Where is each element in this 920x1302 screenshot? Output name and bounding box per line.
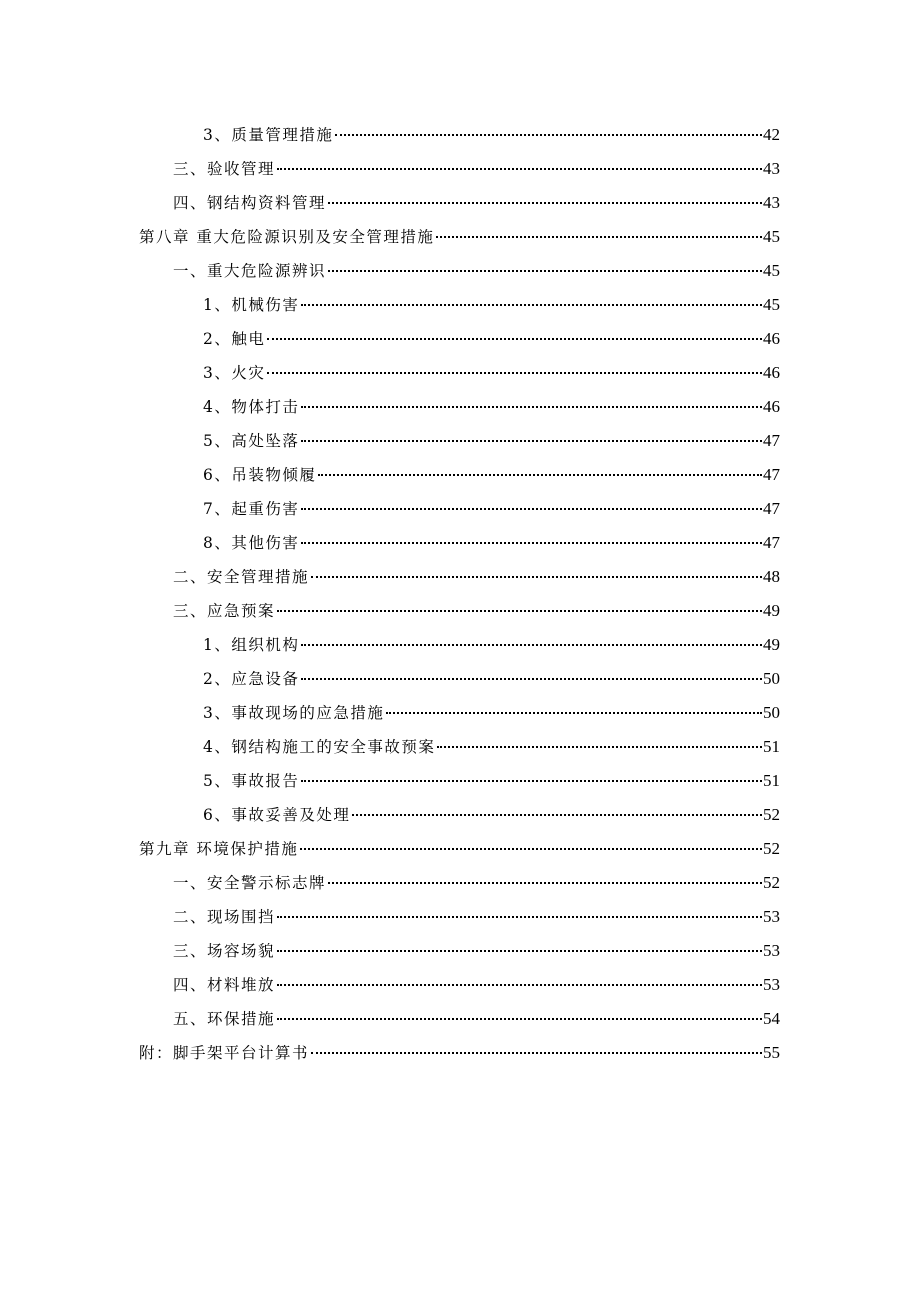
toc-entry-page-number: 47	[763, 499, 780, 518]
toc-entry[interactable]	[0, 695, 920, 729]
toc-dot-leader	[386, 712, 762, 714]
toc-dot-leader	[437, 746, 762, 748]
toc-entry-title: 3、火灾	[203, 364, 266, 382]
toc-dot-leader	[277, 1018, 762, 1020]
toc-entry-page-number: 43	[763, 159, 780, 178]
toc-dot-leader	[300, 848, 762, 850]
toc-dot-leader	[301, 780, 762, 782]
toc-entry-page-number: 53	[763, 941, 780, 960]
toc-entry[interactable]	[0, 865, 920, 899]
toc-entry-page-number: 47	[763, 465, 780, 484]
toc-entry[interactable]	[0, 627, 920, 661]
toc-dot-leader	[328, 270, 762, 272]
toc-entry-title: 7、起重伤害	[203, 500, 300, 518]
toc-dot-leader	[311, 1052, 762, 1054]
toc-entry-page-number: 50	[763, 703, 780, 722]
toc-entry-title: 第九章 环境保护措施	[139, 840, 299, 858]
toc-entry-title: 3、质量管理措施	[203, 126, 334, 144]
toc-entry-page-number: 52	[763, 805, 780, 824]
toc-entry-title: 6、事故妥善及处理	[203, 806, 351, 824]
toc-entry[interactable]	[0, 253, 920, 287]
toc-entry-page-number: 47	[763, 431, 780, 450]
toc-entry-page-number: 51	[763, 737, 780, 756]
toc-entry[interactable]	[0, 559, 920, 593]
toc-entry-title: 4、钢结构施工的安全事故预案	[203, 738, 436, 756]
toc-entry[interactable]	[0, 661, 920, 695]
toc-dot-leader	[301, 644, 762, 646]
toc-entry-title: 五、环保措施	[173, 1010, 276, 1028]
toc-entry[interactable]	[0, 287, 920, 321]
toc-entry-page-number: 45	[763, 261, 780, 280]
toc-dot-leader	[328, 202, 762, 204]
toc-entry-page-number: 42	[763, 125, 780, 144]
toc-entry[interactable]	[0, 763, 920, 797]
toc-entry-page-number: 46	[763, 329, 780, 348]
toc-entry-title: 三、应急预案	[173, 602, 276, 620]
toc-entry-title: 3、事故现场的应急措施	[203, 704, 385, 722]
toc-entry[interactable]	[0, 423, 920, 457]
toc-entry[interactable]	[0, 389, 920, 423]
toc-entry[interactable]	[0, 1001, 920, 1035]
toc-entry[interactable]	[0, 491, 920, 525]
toc-entry[interactable]	[0, 1035, 920, 1069]
toc-dot-leader	[301, 440, 762, 442]
toc-dot-leader	[277, 984, 762, 986]
toc-dot-leader	[277, 950, 762, 952]
toc-entry-title: 1、组织机构	[203, 636, 300, 654]
toc-entry-page-number: 47	[763, 533, 780, 552]
toc-entry[interactable]	[0, 899, 920, 933]
toc-entry-title: 1、机械伤害	[203, 296, 300, 314]
toc-entry-title: 5、高处坠落	[203, 432, 300, 450]
toc-dot-leader	[328, 882, 762, 884]
toc-entry-title: 2、触电	[203, 330, 266, 348]
toc-entry[interactable]	[0, 797, 920, 831]
toc-entry[interactable]	[0, 151, 920, 185]
toc-entry[interactable]	[0, 117, 920, 151]
toc-entry-title: 第八章 重大危险源识别及安全管理措施	[139, 228, 435, 246]
toc-entry-title: 4、物体打击	[203, 398, 300, 416]
toc-dot-leader	[301, 304, 762, 306]
toc-dot-leader	[318, 474, 762, 476]
toc-entry-title: 6、吊装物倾履	[203, 466, 317, 484]
toc-dot-leader	[301, 406, 762, 408]
toc-entry-page-number: 49	[763, 601, 780, 620]
toc-entry-page-number: 46	[763, 363, 780, 382]
toc-entry-title: 二、现场围挡	[173, 908, 276, 926]
toc-entry-title: 2、应急设备	[203, 670, 300, 688]
toc-entry-page-number: 48	[763, 567, 780, 586]
toc-entry-title: 8、其他伤害	[203, 534, 300, 552]
toc-entry-page-number: 52	[763, 839, 780, 858]
toc-entry[interactable]	[0, 933, 920, 967]
table-of-contents	[0, 117, 920, 1069]
toc-entry-page-number: 43	[763, 193, 780, 212]
toc-entry-page-number: 45	[763, 295, 780, 314]
toc-entry[interactable]	[0, 967, 920, 1001]
toc-entry[interactable]	[0, 831, 920, 865]
toc-entry-title: 三、场容场貌	[173, 942, 276, 960]
toc-entry-title: 四、材料堆放	[173, 976, 276, 994]
toc-entry-title: 四、钢结构资料管理	[173, 194, 327, 212]
toc-dot-leader	[352, 814, 762, 816]
toc-entry-page-number: 53	[763, 907, 780, 926]
toc-entry-page-number: 55	[763, 1043, 780, 1062]
toc-dot-leader	[335, 134, 762, 136]
toc-entry[interactable]	[0, 185, 920, 219]
toc-entry-page-number: 53	[763, 975, 780, 994]
toc-entry-page-number: 54	[763, 1009, 780, 1028]
toc-dot-leader	[301, 508, 762, 510]
toc-entry-title: 一、重大危险源辨识	[173, 262, 327, 280]
toc-entry-page-number: 49	[763, 635, 780, 654]
toc-entry[interactable]	[0, 593, 920, 627]
toc-entry-page-number: 50	[763, 669, 780, 688]
toc-dot-leader	[436, 236, 762, 238]
toc-entry-page-number: 51	[763, 771, 780, 790]
toc-dot-leader	[277, 168, 762, 170]
toc-dot-leader	[301, 542, 762, 544]
toc-dot-leader	[267, 338, 762, 340]
toc-entry-page-number: 52	[763, 873, 780, 892]
toc-entry[interactable]	[0, 219, 920, 253]
toc-entry-page-number: 46	[763, 397, 780, 416]
toc-entry[interactable]	[0, 729, 920, 763]
toc-entry-title: 一、安全警示标志牌	[173, 874, 327, 892]
toc-entry-page-number: 45	[763, 227, 780, 246]
toc-dot-leader	[311, 576, 762, 578]
toc-dot-leader	[301, 678, 762, 680]
toc-entry-title: 二、安全管理措施	[173, 568, 310, 586]
toc-dot-leader	[267, 372, 762, 374]
toc-dot-leader	[277, 610, 762, 612]
toc-entry-title: 三、验收管理	[173, 160, 276, 178]
toc-entry[interactable]	[0, 321, 920, 355]
toc-entry[interactable]	[0, 355, 920, 389]
toc-entry[interactable]	[0, 457, 920, 491]
toc-dot-leader	[277, 916, 762, 918]
toc-entry-title: 5、事故报告	[203, 772, 300, 790]
toc-entry-title: 附：脚手架平台计算书	[139, 1044, 310, 1062]
toc-entry[interactable]	[0, 525, 920, 559]
